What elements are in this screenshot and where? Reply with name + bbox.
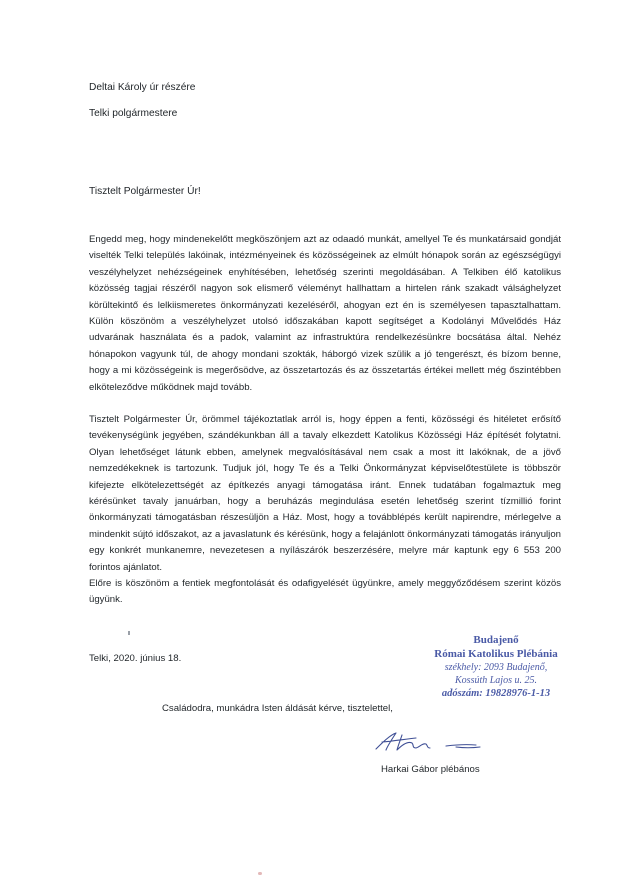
stamp-line-1: Budajenő [473,634,519,646]
parish-stamp [416,633,576,701]
closing-greeting: Családodra, munkádra Isten áldását kérve, tisztelettel, [162,703,393,714]
stamp-line-5: adószám: 19828976-1-13 [441,688,551,699]
stamp-line-4: Kossúth Lajos u. 25. [455,675,537,686]
body-paragraph-1: Engedd meg, hogy mindenekelőtt megköszönjem azt az odaadó munkát, amellyel Te és munkatársaid gondját viselték Telki település lakóinak, intézményeinek és közösségeinek az elmúlt hónapok során az egészségügyi veszélyhelyzet nehézségeinek enyhítésében, lehetőség szerinti megoldásában. A Telkiben élő katolikus közösség tagjai részéről nagyon sok elismerő véleményt hallhattam a hirtelen ránk szakadt válsághelyzet körültekintő és lelkiismeretes önkormányzati kezeléséről, ahogyan ezt én is személyesen tapasztalhattam. Külön köszönöm a veszélyhelyzet utolsó időszakában kapott segítséget a Kodolányi Művelődés Ház udvarának használata és a padok, valamint az infrastruktúra rendelkezésünkre bocsátása által. Nehéz hónapokon vagyunk túl, de ahogy mondani szokták, háborgó vizek szülik a jó tengerészt, és bízom benne, hogy a mi közösségeink is megerősödve, az összetartozás és az összetartás értékei mellett még őszintébben elköteleződve működnek majd tovább. [89,234,561,393]
recipient-title: Telki polgármestere [89,108,178,119]
handwritten-signature [372,729,502,753]
body-paragraph-2: Tisztelt Polgármester Úr, örömmel tájékoztatlak arról is, hogy éppen a fenti, közösségi és hitéletet erősítő tevékenységünk jegyében, szándékunkban áll a tavaly elkezdett Katolikus Közösségi Ház építését folytatni. Olyan lehetőséget látunk ebben, amelynek megvalósításával nem csak a most itt lakóknak, de a jövő nemzedékeknek is tartozunk. Tudjuk jól, hogy Te és a Telki Önkormányzat képviselőtestülete is többször kifejezte elkötelezettségét az építkezés anyagi támogatása iránt. Ennek tudatában fogalmaztuk meg kérésünket tavaly januárban, hogy a beruházás megindulása esetén lehetőség szerint tízmillió forint önkormányzati támogatásban részesüljön a Ház. Most, hogy a továbblépés került napirendre, mérlegelve a mindenkit sújtó időszakot, az a javaslatunk és kérésünk, hogy a felajánlott önkormányzati támogatás irányuljon egy konkrét munkanemre, nevezetesen a nyílászárók beszerzésére, melyre már kaptunk egy 6 553 200 forintos ajánlatot. [89,414,561,573]
stamp-line-2: Római Katolikus Plébánia [434,648,558,660]
date-line: Telki, 2020. június 18. [89,653,182,664]
scan-speck [258,872,262,875]
stamp-line-3: székhely: 2093 Budajenő, [444,662,548,673]
salutation: Tisztelt Polgármester Úr! [89,186,201,197]
signer-name: Harkai Gábor plébános [381,764,480,775]
body-paragraph-3: Előre is köszönöm a fentiek megfontolását és odafigyelését ügyünkre, amely meggyőződésem szerint közös ügyünk. [89,578,561,606]
recipient-name: Deltai Károly úr részére [89,82,196,93]
scan-mark [128,631,130,635]
